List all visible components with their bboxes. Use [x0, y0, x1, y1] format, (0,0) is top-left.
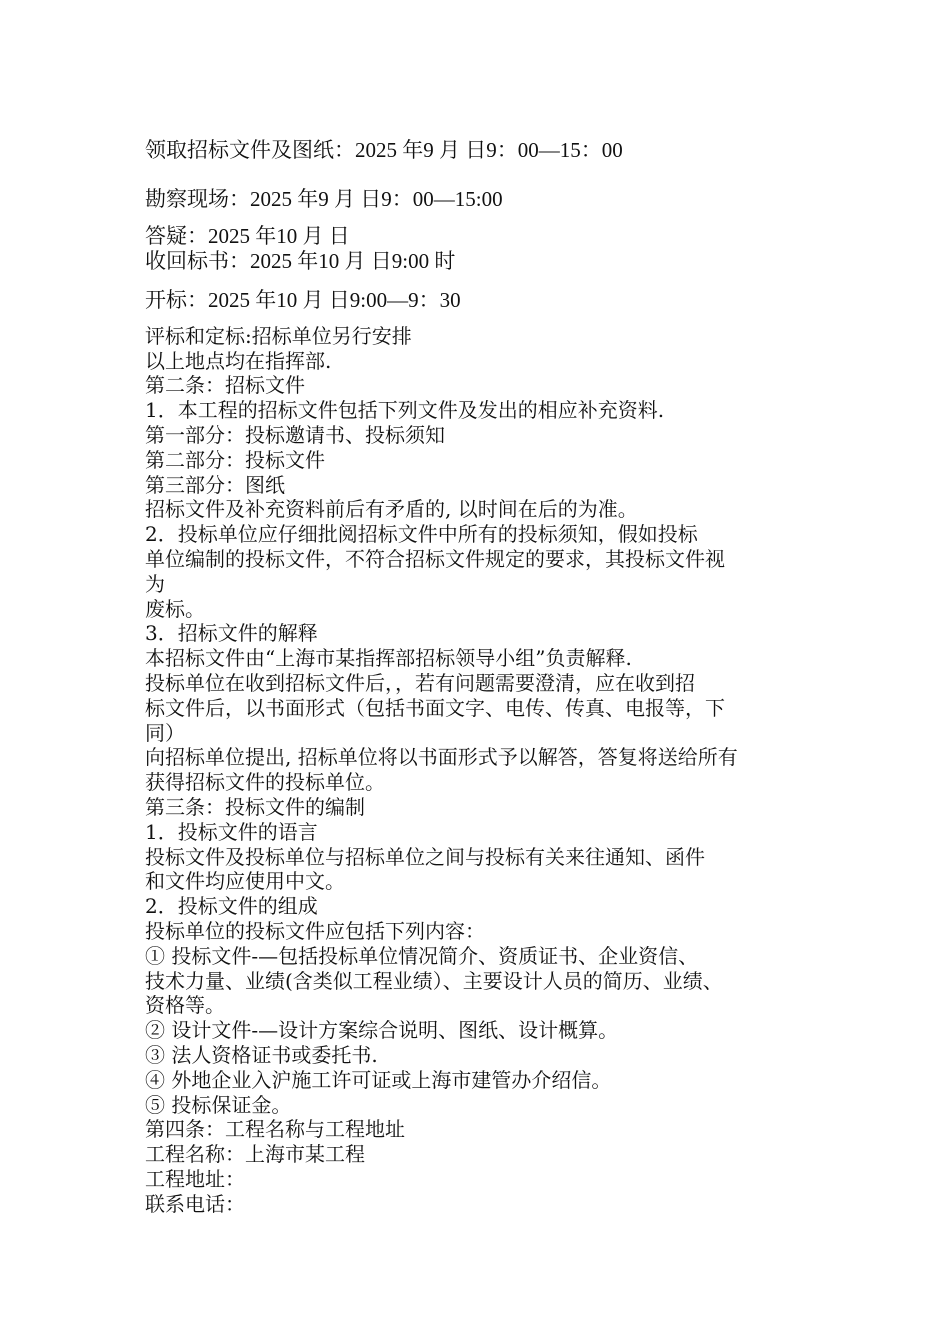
text-line: 同）: [145, 721, 185, 745]
text-line: 投标单位在收到招标文件后，，若有问题需要澄清，应在收到招: [145, 671, 695, 695]
list-item: ③ 法人资格证书或委托书.: [145, 1043, 378, 1067]
text-line: 招标文件及补充资料前后有矛盾的, 以时间在后的为准。: [145, 497, 638, 521]
subsection-heading: 2．投标文件的组成: [145, 894, 318, 918]
text-line: 1．本工程的招标文件包括下列文件及发出的相应补充资料.: [145, 398, 665, 422]
list-item: ② 设计文件-—设计方案综合说明、图纸、设计概算。: [145, 1018, 619, 1042]
text-line: 第一部分：投标邀请书、投标须知: [145, 423, 445, 447]
list-item: ⑤ 投标保证金。: [145, 1093, 292, 1117]
text-line: 本招标文件由“上海市某指挥部招标领导小组”负责解释.: [145, 646, 632, 670]
schedule-line-bid-opening: 开标：2025 年10 月 日9:00—9：30: [145, 288, 461, 312]
subsection-heading: 3．招标文件的解释: [145, 621, 318, 645]
text-line: 投标单位的投标文件应包括下列内容：: [145, 919, 485, 943]
section-heading: 第三条：投标文件的编制: [145, 795, 365, 819]
schedule-line-bid-return: 收回标书：2025 年10 月 日9:00 时: [145, 249, 456, 273]
text-line: 单位编制的投标文件，不符合招标文件规定的要求，其投标文件视: [145, 547, 725, 571]
text-line: 评标和定标:招标单位另行安排: [145, 324, 412, 348]
text-line: 技术力量、业绩(含类似工程业绩）、主要设计人员的简历、业绩、: [145, 969, 723, 993]
schedule-line-questions: 答疑：2025 年10 月 日: [145, 224, 350, 248]
text-line: 联系电话：: [145, 1192, 245, 1216]
text-line: 标文件后，以书面形式（包括书面文字、电传、传真、电报等，下: [145, 696, 725, 720]
section-heading: 第二条：招标文件: [145, 373, 305, 397]
text-line: 工程地址：: [145, 1167, 245, 1191]
text-line: 第三部分：图纸: [145, 473, 285, 497]
subsection-heading: 1．投标文件的语言: [145, 820, 318, 844]
text-line: 为: [145, 572, 165, 596]
schedule-line-site-survey: 勘察现场：2025 年9 月 日9：00—15:00: [145, 187, 503, 211]
text-line: 2．投标单位应仔细批阅招标文件中所有的投标须知，假如投标: [145, 522, 698, 546]
text-line: 资格等。: [145, 993, 225, 1017]
text-line: 废标。: [145, 597, 205, 621]
text-line: 向招标单位提出, 招标单位将以书面形式予以解答，答复将送给所有: [145, 745, 738, 769]
schedule-line-collect-documents: 领取招标文件及图纸：2025 年9 月 日9：00—15：00: [145, 138, 623, 162]
text-line: 投标文件及投标单位与招标单位之间与投标有关来往通知、函件: [145, 845, 705, 869]
text-line: 和文件均应使用中文。: [145, 869, 345, 893]
list-item: ① 投标文件-—包括投标单位情况简介、资质证书、企业资信、: [145, 944, 699, 968]
text-line: 第二部分：投标文件: [145, 448, 325, 472]
list-item: ④ 外地企业入沪施工许可证或上海市建管办介绍信。: [145, 1068, 612, 1092]
text-line: 工程名称：上海市某工程: [145, 1142, 365, 1166]
text-line: 以上地点均在指挥部.: [145, 349, 332, 373]
text-line: 获得招标文件的投标单位。: [145, 770, 385, 794]
section-heading: 第四条：工程名称与工程地址: [145, 1117, 405, 1141]
